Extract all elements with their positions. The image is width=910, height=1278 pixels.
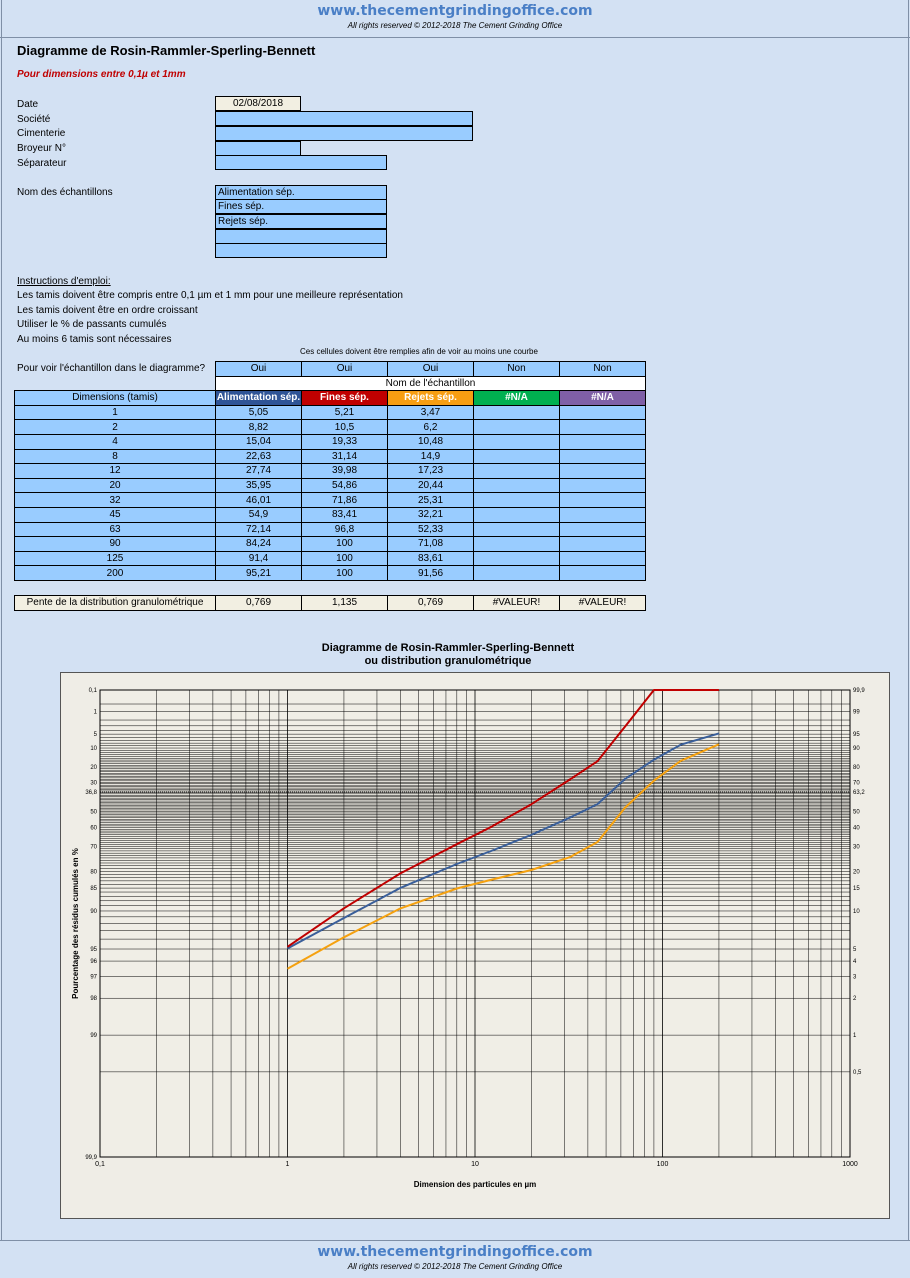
table-row xyxy=(15,507,646,522)
table-row xyxy=(15,434,646,449)
value-cell[interactable]: 83,41 xyxy=(302,507,388,522)
value-cell[interactable]: 8,82 xyxy=(216,420,302,435)
y-tick-label-right: 95 xyxy=(853,732,860,739)
y-tick-label-left: 99,9 xyxy=(85,1155,97,1161)
chart-title: Diagramme de Rosin-Rammler-Sperling-Bennett xyxy=(321,642,575,654)
y-tick-label-left: 50 xyxy=(90,809,97,816)
x-tick-label: 0,1 xyxy=(95,1161,105,1168)
value-cell[interactable] xyxy=(474,522,560,537)
plant-field[interactable] xyxy=(215,126,473,141)
slope-value: 1,135 xyxy=(302,596,388,611)
dimension-cell[interactable]: 12 xyxy=(15,464,216,479)
company-label: Société xyxy=(17,114,51,125)
show-toggle[interactable]: Oui xyxy=(302,362,388,377)
value-cell[interactable]: 31,14 xyxy=(302,449,388,464)
dimension-cell[interactable]: 32 xyxy=(15,493,216,508)
y-tick-label-right: 20 xyxy=(853,869,860,876)
y-tick-label-right: 40 xyxy=(853,825,860,832)
x-tick-label: 1 xyxy=(285,1161,290,1168)
dimension-cell[interactable]: 63 xyxy=(15,522,216,537)
y-tick-label-right: 3 xyxy=(853,974,857,981)
header-band xyxy=(0,0,910,37)
y-tick-label-left: 85 xyxy=(90,886,97,893)
dimension-cell[interactable]: 1 xyxy=(15,405,216,420)
y-tick-label-left: 1 xyxy=(93,709,97,716)
instruction-line: Utiliser le % de passants cumulés xyxy=(17,319,167,330)
dimension-cell[interactable]: 125 xyxy=(15,551,216,566)
table-note: Ces cellules doivent être remplies afin de voir au moins une courbe xyxy=(300,347,538,356)
slope-table xyxy=(14,595,646,611)
value-cell[interactable] xyxy=(474,434,560,449)
value-cell[interactable]: 83,61 xyxy=(388,551,474,566)
value-cell[interactable]: 25,31 xyxy=(388,493,474,508)
table-row xyxy=(15,493,646,508)
x-tick-label: 100 xyxy=(656,1161,669,1168)
slope-value: #VALEUR! xyxy=(560,596,646,611)
y-tick-label-right: 2 xyxy=(853,996,857,1003)
value-cell[interactable] xyxy=(474,420,560,435)
value-cell[interactable]: 84,24 xyxy=(216,537,302,552)
show-label: Pour voir l'échantillon dans le diagramme? xyxy=(17,363,206,374)
table-row xyxy=(15,420,646,435)
value-cell[interactable] xyxy=(560,551,646,566)
value-cell[interactable] xyxy=(474,566,560,581)
value-cell[interactable]: 32,21 xyxy=(388,507,474,522)
dimension-cell[interactable]: 4 xyxy=(15,434,216,449)
y-tick-label-right: 0,5 xyxy=(853,1069,862,1076)
value-cell[interactable]: 3,47 xyxy=(388,405,474,420)
dimension-cell[interactable]: 90 xyxy=(15,537,216,552)
table-row xyxy=(15,551,646,566)
table-row xyxy=(15,405,646,420)
table-row xyxy=(15,478,646,493)
x-tick-label: 1000 xyxy=(842,1161,858,1168)
y-tick-label-right: 5 xyxy=(853,947,857,954)
table-row xyxy=(15,537,646,552)
value-cell[interactable] xyxy=(560,405,646,420)
date-field[interactable]: 02/08/2018 xyxy=(215,96,301,111)
y-tick-label-left: 60 xyxy=(90,825,97,832)
table-row xyxy=(15,522,646,537)
value-cell[interactable]: 14,9 xyxy=(388,449,474,464)
value-cell[interactable] xyxy=(560,566,646,581)
sample-name-field[interactable] xyxy=(215,243,387,258)
value-cell[interactable]: 5,21 xyxy=(302,405,388,420)
y-tick-label-left: 80 xyxy=(90,869,97,876)
slope-value: 0,769 xyxy=(388,596,474,611)
separator-field[interactable] xyxy=(215,155,387,170)
table-row xyxy=(15,449,646,464)
value-cell[interactable]: 46,01 xyxy=(216,493,302,508)
value-cell[interactable] xyxy=(560,537,646,552)
instructions-heading: Instructions d'emploi: xyxy=(17,276,111,287)
y-tick-label-right: 90 xyxy=(853,746,860,753)
chart-subtitle: ou distribution granulométrique xyxy=(364,655,532,667)
value-cell[interactable] xyxy=(560,464,646,479)
y-tick-label-left: 20 xyxy=(90,764,97,771)
slope-value: 0,769 xyxy=(216,596,302,611)
value-cell[interactable]: 96,8 xyxy=(302,522,388,537)
y-tick-label-left: 0,1 xyxy=(88,688,97,694)
column-header: #N/A xyxy=(474,391,560,406)
instruction-line: Les tamis doivent être compris entre 0,1 µm et 1 mm pour une meilleure représentation xyxy=(17,290,403,301)
dimension-cell[interactable]: 45 xyxy=(15,507,216,522)
mill-label: Broyeur N° xyxy=(17,143,67,154)
value-cell[interactable] xyxy=(560,493,646,508)
value-cell[interactable]: 54,9 xyxy=(216,507,302,522)
plant-label: Cimenterie xyxy=(17,128,66,139)
value-cell[interactable]: 100 xyxy=(302,537,388,552)
sample-name-field[interactable]: Fines sép. xyxy=(215,199,387,214)
sample-name-field[interactable]: Rejets sép. xyxy=(215,214,387,229)
value-cell[interactable] xyxy=(474,478,560,493)
y-tick-label-left: 95 xyxy=(90,947,97,954)
y-tick-label-right: 30 xyxy=(853,844,860,851)
x-tick-label: 10 xyxy=(471,1161,479,1168)
value-cell[interactable]: 19,33 xyxy=(302,434,388,449)
y-tick-label-right: 80 xyxy=(853,764,860,771)
dimension-cell[interactable]: 200 xyxy=(15,566,216,581)
value-cell[interactable]: 100 xyxy=(302,551,388,566)
value-cell[interactable] xyxy=(560,507,646,522)
value-cell[interactable]: 17,23 xyxy=(388,464,474,479)
dimension-header: Dimensions (tamis) xyxy=(15,391,216,406)
value-cell[interactable]: 20,44 xyxy=(388,478,474,493)
value-cell[interactable]: 71,08 xyxy=(388,537,474,552)
dimension-cell[interactable]: 2 xyxy=(15,420,216,435)
value-cell[interactable] xyxy=(474,449,560,464)
table-row xyxy=(15,464,646,479)
dimension-cell[interactable]: 20 xyxy=(15,478,216,493)
separator-label: Séparateur xyxy=(17,158,67,169)
company-field[interactable] xyxy=(215,111,473,126)
y-tick-label-right: 10 xyxy=(853,908,860,915)
page-subtitle: Pour dimensions entre 0,1µ et 1mm xyxy=(17,69,186,80)
y-tick-label-left: 90 xyxy=(90,908,97,915)
instruction-line: Au moins 6 tamis sont nécessaires xyxy=(17,334,172,345)
y-tick-label-right: 1 xyxy=(853,1033,857,1040)
column-header: Alimentation sép. xyxy=(216,392,301,404)
column-header: Fines sép. xyxy=(302,391,388,406)
x-axis-label: Dimension des particules en µm xyxy=(413,1180,537,1189)
value-cell[interactable] xyxy=(560,449,646,464)
slope-label: Pente de la distribution granulométrique xyxy=(15,596,216,611)
value-cell[interactable]: 72,14 xyxy=(216,522,302,537)
site-link[interactable]: www.thecementgrindingoffice.com xyxy=(317,3,593,19)
value-cell[interactable]: 39,98 xyxy=(302,464,388,479)
show-toggle[interactable]: Non xyxy=(560,362,646,377)
y-tick-label-left: 99 xyxy=(90,1033,97,1040)
y-tick-label-left: 36,8 xyxy=(85,790,97,797)
y-tick-label-right: 99 xyxy=(853,709,860,716)
value-cell[interactable]: 95,21 xyxy=(216,566,302,581)
y-tick-label-right: 50 xyxy=(853,809,860,816)
y-tick-label-left: 10 xyxy=(90,746,97,753)
value-cell[interactable]: 91,4 xyxy=(216,551,302,566)
copyright-text: All rights reserved © 2012-2018 The Cement Grinding Office xyxy=(347,21,563,30)
samples-label: Nom des échantillons xyxy=(17,187,113,198)
value-cell[interactable]: 27,74 xyxy=(216,464,302,479)
y-tick-label-right: 63,2 xyxy=(853,790,865,797)
y-tick-label-right: 4 xyxy=(853,959,857,966)
y-tick-label-right: 15 xyxy=(853,886,860,893)
y-tick-label-right: 70 xyxy=(853,780,860,787)
value-cell[interactable] xyxy=(560,434,646,449)
y-tick-label-left: 5 xyxy=(93,732,97,739)
show-toggle[interactable]: Non xyxy=(474,362,560,377)
data-table xyxy=(14,361,646,581)
value-cell[interactable] xyxy=(474,507,560,522)
dimension-cell[interactable]: 8 xyxy=(15,449,216,464)
value-cell[interactable] xyxy=(560,420,646,435)
value-cell[interactable]: 15,04 xyxy=(216,434,302,449)
copyright-text: All rights reserved © 2012-2018 The Cement Grinding Office xyxy=(347,1262,563,1271)
group-header: Nom de l'échantillon xyxy=(216,376,646,391)
left-border xyxy=(1,0,2,1277)
y-tick-label-right: 99,9 xyxy=(853,688,865,694)
value-cell[interactable]: 100 xyxy=(302,566,388,581)
footer-band xyxy=(0,1241,910,1278)
value-cell[interactable]: 54,86 xyxy=(302,478,388,493)
sample-name-field[interactable] xyxy=(215,229,387,244)
chart-area xyxy=(60,672,890,1219)
y-axis-label: Pourcentage des résidus cumulés en % xyxy=(71,848,80,999)
show-toggle[interactable]: Oui xyxy=(388,362,474,377)
date-label: Date xyxy=(17,99,39,110)
site-link[interactable]: www.thecementgrindingoffice.com xyxy=(317,1244,593,1260)
rrsb-chart xyxy=(61,673,889,1218)
slope-value: #VALEUR! xyxy=(474,596,560,611)
y-tick-label-left: 70 xyxy=(90,844,97,851)
value-cell[interactable]: 35,95 xyxy=(216,478,302,493)
column-header: #N/A xyxy=(560,391,646,406)
value-cell[interactable] xyxy=(560,522,646,537)
header-divider xyxy=(0,37,910,38)
show-toggle[interactable]: Oui xyxy=(216,362,302,377)
value-cell[interactable] xyxy=(474,464,560,479)
value-cell[interactable]: 52,33 xyxy=(388,522,474,537)
page-title: Diagramme de Rosin-Rammler-Sperling-Bennett xyxy=(17,43,316,58)
value-cell[interactable]: 71,86 xyxy=(302,493,388,508)
value-cell[interactable] xyxy=(474,405,560,420)
mill-field[interactable] xyxy=(215,141,301,156)
value-cell[interactable] xyxy=(474,551,560,566)
right-border xyxy=(908,0,909,1277)
y-tick-label-left: 97 xyxy=(90,974,97,981)
sample-name-field[interactable]: Alimentation sép. xyxy=(215,185,387,200)
y-tick-label-left: 98 xyxy=(90,996,97,1003)
instruction-line: Les tamis doivent être en ordre croissant xyxy=(17,305,198,316)
value-cell[interactable] xyxy=(560,478,646,493)
y-tick-label-left: 96 xyxy=(90,959,97,966)
value-cell[interactable] xyxy=(474,493,560,508)
column-header: Rejets sép. xyxy=(388,391,474,406)
value-cell[interactable]: 10,5 xyxy=(302,420,388,435)
value-cell[interactable]: 91,56 xyxy=(388,566,474,581)
value-cell[interactable]: 6,2 xyxy=(388,420,474,435)
y-tick-label-left: 30 xyxy=(90,780,97,787)
value-cell[interactable]: 10,48 xyxy=(388,434,474,449)
table-row xyxy=(15,566,646,581)
value-cell[interactable]: 22,63 xyxy=(216,449,302,464)
value-cell[interactable] xyxy=(474,537,560,552)
value-cell[interactable]: 5,05 xyxy=(216,405,302,420)
